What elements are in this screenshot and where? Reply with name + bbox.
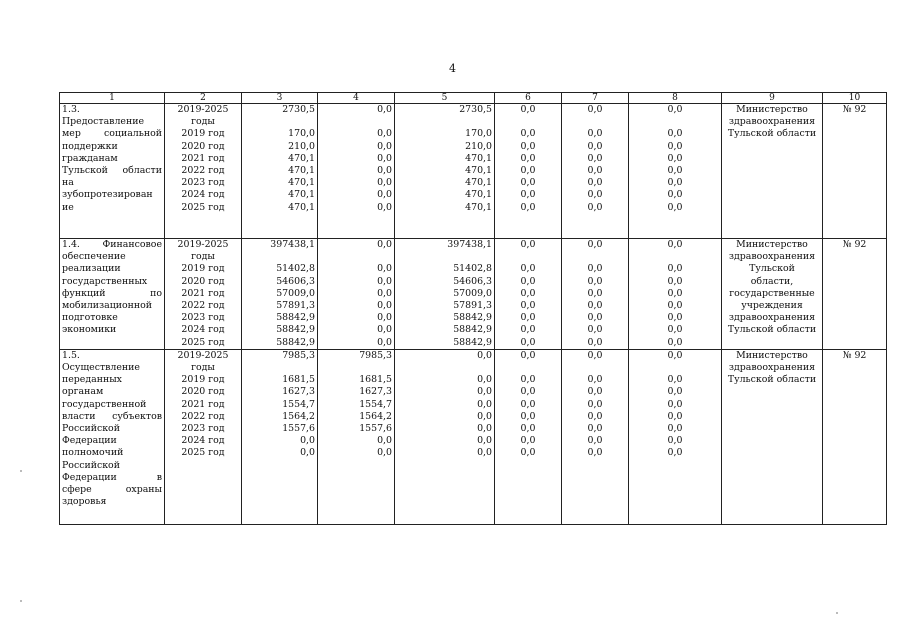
value: 0,0	[377, 177, 392, 189]
value: 0,0	[520, 177, 536, 189]
value	[320, 362, 392, 374]
value: 51402,8	[453, 263, 492, 275]
cell-line: реализации	[62, 263, 121, 275]
value: 0,0	[667, 287, 683, 299]
cell-line: здравоохранения	[728, 116, 816, 128]
value: 0,0	[667, 189, 683, 201]
value: 57891,3	[276, 300, 315, 311]
value: 0,0	[667, 275, 683, 287]
measure-name-cell	[60, 104, 165, 239]
cell-line: годы	[191, 362, 215, 374]
cell-line: Федерации	[62, 435, 117, 447]
executor-cell	[722, 349, 823, 524]
cell-line: государственные	[729, 287, 815, 299]
value: 1554,7	[359, 398, 392, 410]
value: 51402,8	[276, 263, 315, 275]
value: 0,0	[520, 104, 536, 115]
cell-line: мер социальной	[62, 128, 162, 140]
program-table	[59, 92, 887, 525]
cell-line: 2020 год	[181, 140, 225, 152]
value: 0,0	[377, 263, 392, 275]
value: 0,0	[477, 423, 492, 435]
value: 470,1	[288, 165, 315, 176]
value: 7985,3	[359, 349, 392, 361]
value: 0,0	[587, 374, 603, 386]
value: 0,0	[587, 336, 603, 348]
value: 57009,0	[276, 287, 315, 299]
value	[631, 362, 719, 374]
value-cell-c5	[395, 349, 495, 524]
value: 0,0	[477, 435, 492, 447]
value: 0,0	[520, 398, 536, 410]
value: 0,0	[667, 165, 683, 176]
value: 0,0	[520, 300, 536, 311]
value: 0,0	[300, 435, 315, 447]
table-row	[60, 239, 887, 350]
value: 58842,9	[453, 336, 492, 348]
value: 58842,9	[276, 324, 315, 336]
value: 470,1	[465, 201, 492, 213]
cell-line: государственных	[62, 275, 148, 287]
measure-name-cell	[60, 239, 165, 350]
value: 0,0	[520, 189, 536, 201]
cell-line: области,	[750, 275, 794, 287]
value-cell-c6	[495, 104, 562, 239]
cell-line: Российской	[62, 423, 120, 435]
cell-line: функций по	[62, 287, 162, 299]
value: 397438,1	[447, 239, 492, 250]
cell-line: 1.3.	[62, 104, 80, 115]
value: 470,1	[288, 152, 315, 164]
value	[564, 362, 626, 374]
value	[244, 362, 315, 374]
executor-cell	[722, 239, 823, 350]
header-col-9: 9	[722, 93, 823, 104]
cell-line: Министерство	[736, 349, 808, 361]
value: 54606,3	[453, 275, 492, 287]
value: 58842,9	[276, 312, 315, 324]
cell-line: 2019-2025	[177, 349, 229, 361]
period-cell	[165, 104, 242, 239]
value: 0,0	[377, 300, 392, 311]
value: 0,0	[520, 324, 536, 336]
cell-line: Тульской области	[62, 165, 162, 177]
value: 0,0	[667, 128, 683, 140]
value: 0,0	[377, 128, 392, 140]
value: 0,0	[587, 165, 603, 176]
value: 0,0	[667, 398, 683, 410]
cell-line: 2020 год	[181, 275, 225, 287]
cell-line: 2021 год	[181, 287, 225, 299]
value: 0,0	[377, 435, 392, 447]
value-cell-c3	[242, 239, 318, 350]
value: 58842,9	[276, 336, 315, 348]
value	[320, 116, 392, 128]
value: 0,0	[377, 287, 392, 299]
header-col-2: 2	[165, 93, 242, 104]
table-row	[60, 104, 887, 239]
period-cell	[165, 239, 242, 350]
reference-cell: № 92	[823, 104, 887, 239]
value: 2730,5	[459, 104, 492, 115]
value: 0,0	[477, 398, 492, 410]
value: 0,0	[587, 239, 603, 250]
value: 0,0	[587, 177, 603, 189]
value	[320, 251, 392, 263]
cell-line: 2024 год	[181, 324, 225, 336]
value	[564, 116, 626, 128]
value-cell-c5	[395, 104, 495, 239]
value: 470,1	[465, 152, 492, 164]
value-cell-c6	[495, 239, 562, 350]
value	[244, 251, 315, 263]
value: 0,0	[520, 336, 536, 348]
value: 0,0	[477, 349, 492, 361]
cell-line: Министерство	[736, 239, 808, 250]
value: 0,0	[587, 398, 603, 410]
value: 0,0	[520, 128, 536, 140]
cell-line: подготовке	[62, 312, 118, 324]
value-cell-c8	[629, 104, 722, 239]
value: 0,0	[520, 165, 536, 176]
value: 210,0	[288, 140, 315, 152]
value: 0,0	[377, 239, 392, 250]
cell-line: Федерации в	[62, 471, 162, 483]
value: 0,0	[520, 263, 536, 275]
value: 0,0	[587, 410, 603, 422]
value: 0,0	[587, 189, 603, 201]
value-cell-c6	[495, 349, 562, 524]
cell-line: учреждения	[741, 300, 803, 312]
cell-line: Предоставление	[62, 116, 144, 128]
value: 2730,5	[282, 104, 315, 115]
value: 0,0	[520, 140, 536, 152]
value: 0,0	[520, 312, 536, 324]
value	[631, 116, 719, 128]
value: 0,0	[667, 336, 683, 348]
value: 0,0	[377, 104, 392, 115]
cell-line: здравоохранения	[728, 312, 816, 324]
cell-line: 2022 год	[181, 410, 225, 422]
value: 0,0	[377, 275, 392, 287]
value: 0,0	[667, 239, 683, 250]
executor-cell	[722, 104, 823, 239]
cell-line: 2023 год	[181, 312, 225, 324]
value: 0,0	[587, 201, 603, 213]
value: 0,0	[520, 435, 536, 447]
value: 0,0	[587, 104, 603, 115]
value: 0,0	[667, 263, 683, 275]
value: 0,0	[477, 410, 492, 422]
period-cell	[165, 349, 242, 524]
cell-line: полномочий	[62, 447, 124, 459]
header-col-5: 5	[395, 93, 495, 104]
value: 0,0	[667, 201, 683, 213]
cell-line: 2023 год	[181, 423, 225, 435]
value: 0,0	[377, 140, 392, 152]
value: 470,1	[288, 201, 315, 213]
cell-line: 1.4. Финансовое	[62, 239, 162, 250]
value: 0,0	[520, 386, 536, 398]
reference-cell: № 92	[823, 239, 887, 350]
value: 0,0	[520, 287, 536, 299]
value: 1681,5	[282, 374, 315, 386]
cell-line: 2022 год	[181, 165, 225, 177]
value	[497, 251, 559, 263]
cell-line: обеспечение	[62, 251, 126, 263]
cell-line: 2025 год	[181, 336, 225, 348]
value: 0,0	[667, 140, 683, 152]
value-cell-c7	[562, 239, 629, 350]
value: 0,0	[667, 374, 683, 386]
value: 0,0	[520, 447, 536, 459]
header-col-7: 7	[562, 93, 629, 104]
value: 0,0	[377, 165, 392, 176]
value: 58842,9	[453, 312, 492, 324]
cell-line: 2019 год	[181, 128, 225, 140]
value: 0,0	[587, 152, 603, 164]
value: 57891,3	[453, 300, 492, 311]
value: 0,0	[587, 324, 603, 336]
cell-line: годы	[191, 116, 215, 128]
value-cell-c3	[242, 349, 318, 524]
value: 0,0	[587, 263, 603, 275]
cell-line: здравоохранения	[728, 251, 816, 263]
value: 0,0	[587, 287, 603, 299]
header-col-3: 3	[242, 93, 318, 104]
value: 0,0	[667, 104, 683, 115]
table-row	[60, 349, 887, 524]
value	[631, 251, 719, 263]
value: 0,0	[587, 312, 603, 324]
value-cell-c4	[318, 349, 395, 524]
value: 0,0	[667, 177, 683, 189]
cell-line: здравоохранения	[728, 362, 816, 374]
value: 0,0	[477, 447, 492, 459]
value: 0,0	[587, 300, 603, 311]
value: 0,0	[377, 312, 392, 324]
value	[397, 116, 492, 128]
value: 0,0	[667, 312, 683, 324]
value: 0,0	[377, 189, 392, 201]
value: 54606,3	[276, 275, 315, 287]
value	[497, 362, 559, 374]
value: 170,0	[465, 128, 492, 140]
cell-line: 2019-2025	[177, 239, 229, 250]
cell-line: здоровья	[62, 496, 107, 508]
value: 1627,3	[282, 386, 315, 398]
value: 57009,0	[453, 287, 492, 299]
cell-line: 1.5.	[62, 349, 80, 361]
value: 0,0	[377, 152, 392, 164]
value-cell-c4	[318, 104, 395, 239]
header-row	[60, 93, 887, 104]
cell-line: 2022 год	[181, 300, 225, 312]
header-col-8: 8	[629, 93, 722, 104]
cell-line: Осуществление	[62, 362, 140, 374]
cell-line: ие	[62, 201, 74, 213]
cell-line: поддержки	[62, 140, 118, 152]
value: 0,0	[667, 423, 683, 435]
cell-line: 2023 год	[181, 177, 225, 189]
cell-line: годы	[191, 251, 215, 263]
value: 0,0	[667, 300, 683, 311]
value: 210,0	[465, 140, 492, 152]
cell-line: Российской	[62, 459, 120, 471]
cell-line: мобилизационной	[62, 300, 153, 312]
cell-line: государственной	[62, 398, 147, 410]
cell-line: Министерство	[736, 104, 808, 115]
value: 1554,7	[282, 398, 315, 410]
cell-line: 2019 год	[181, 263, 225, 275]
cell-line: 2020 год	[181, 386, 225, 398]
value: 470,1	[288, 177, 315, 189]
value: 1564,2	[282, 410, 315, 422]
value	[397, 251, 492, 263]
value: 470,1	[465, 189, 492, 201]
cell-line: 2019-2025	[177, 104, 229, 115]
value-cell-c4	[318, 239, 395, 350]
value: 1564,2	[359, 410, 392, 422]
cell-line: органам	[62, 386, 104, 398]
value: 1557,6	[282, 423, 315, 435]
value: 0,0	[667, 447, 683, 459]
value	[564, 251, 626, 263]
header-col-6: 6	[495, 93, 562, 104]
value: 0,0	[520, 152, 536, 164]
value: 1681,5	[359, 374, 392, 386]
value: 0,0	[587, 423, 603, 435]
header-col-4: 4	[318, 93, 395, 104]
cell-line: 2025 год	[181, 201, 225, 213]
value: 470,1	[288, 189, 315, 201]
value: 170,0	[288, 128, 315, 140]
value: 0,0	[667, 410, 683, 422]
value-cell-c8	[629, 349, 722, 524]
cell-line: переданных	[62, 374, 122, 386]
value: 470,1	[465, 165, 492, 176]
value: 0,0	[520, 201, 536, 213]
value: 0,0	[667, 152, 683, 164]
reference-cell: № 92	[823, 349, 887, 524]
value-cell-c8	[629, 239, 722, 350]
value-cell-c3	[242, 104, 318, 239]
cell-line: 2025 год	[181, 447, 225, 459]
cell-line: на	[62, 177, 74, 189]
value: 0,0	[520, 423, 536, 435]
value: 397438,1	[270, 239, 315, 250]
value: 0,0	[520, 410, 536, 422]
value: 0,0	[667, 324, 683, 336]
value: 1557,6	[359, 423, 392, 435]
value: 0,0	[667, 386, 683, 398]
value: 0,0	[477, 374, 492, 386]
cell-line: Тульской области	[727, 324, 817, 336]
measure-name-cell	[60, 349, 165, 524]
value: 0,0	[520, 275, 536, 287]
value: 0,0	[377, 447, 392, 459]
cell-line: сфере охраны	[62, 484, 162, 496]
value: 0,0	[520, 349, 536, 361]
value: 0,0	[520, 239, 536, 250]
cell-line: зубопротезирован	[62, 189, 153, 201]
value	[497, 116, 559, 128]
value: 0,0	[587, 128, 603, 140]
value-cell-c7	[562, 104, 629, 239]
value: 58842,9	[453, 324, 492, 336]
cell-line: 2024 год	[181, 435, 225, 447]
page-number: 4	[449, 62, 456, 75]
cell-line: экономики	[62, 324, 117, 336]
value: 0,0	[667, 435, 683, 447]
cell-line: 2019 год	[181, 374, 225, 386]
value-cell-c5	[395, 239, 495, 350]
cell-line: 2024 год	[181, 189, 225, 201]
value: 0,0	[587, 275, 603, 287]
value: 0,0	[587, 386, 603, 398]
value	[397, 362, 492, 374]
value: 0,0	[667, 349, 683, 361]
value: 470,1	[465, 177, 492, 189]
value: 0,0	[520, 374, 536, 386]
cell-line: 2021 год	[181, 152, 225, 164]
value-cell-c7	[562, 349, 629, 524]
cell-line: 2021 год	[181, 398, 225, 410]
value: 0,0	[300, 447, 315, 459]
value: 0,0	[587, 349, 603, 361]
value: 0,0	[587, 140, 603, 152]
value: 0,0	[477, 386, 492, 398]
header-col-1: 1	[60, 93, 165, 104]
value: 0,0	[587, 447, 603, 459]
header-col-10: 10	[823, 93, 887, 104]
value: 0,0	[377, 324, 392, 336]
value: 7985,3	[282, 349, 315, 361]
cell-line: Тульской	[749, 263, 795, 275]
cell-line: гражданам	[62, 152, 118, 164]
cell-line: Тульской области	[727, 374, 817, 386]
cell-line: Тульской области	[727, 128, 817, 140]
value: 0,0	[587, 435, 603, 447]
cell-line: власти субъектов	[62, 410, 162, 422]
value	[244, 116, 315, 128]
value: 0,0	[377, 336, 392, 348]
value: 0,0	[377, 201, 392, 213]
value: 1627,3	[359, 386, 392, 398]
